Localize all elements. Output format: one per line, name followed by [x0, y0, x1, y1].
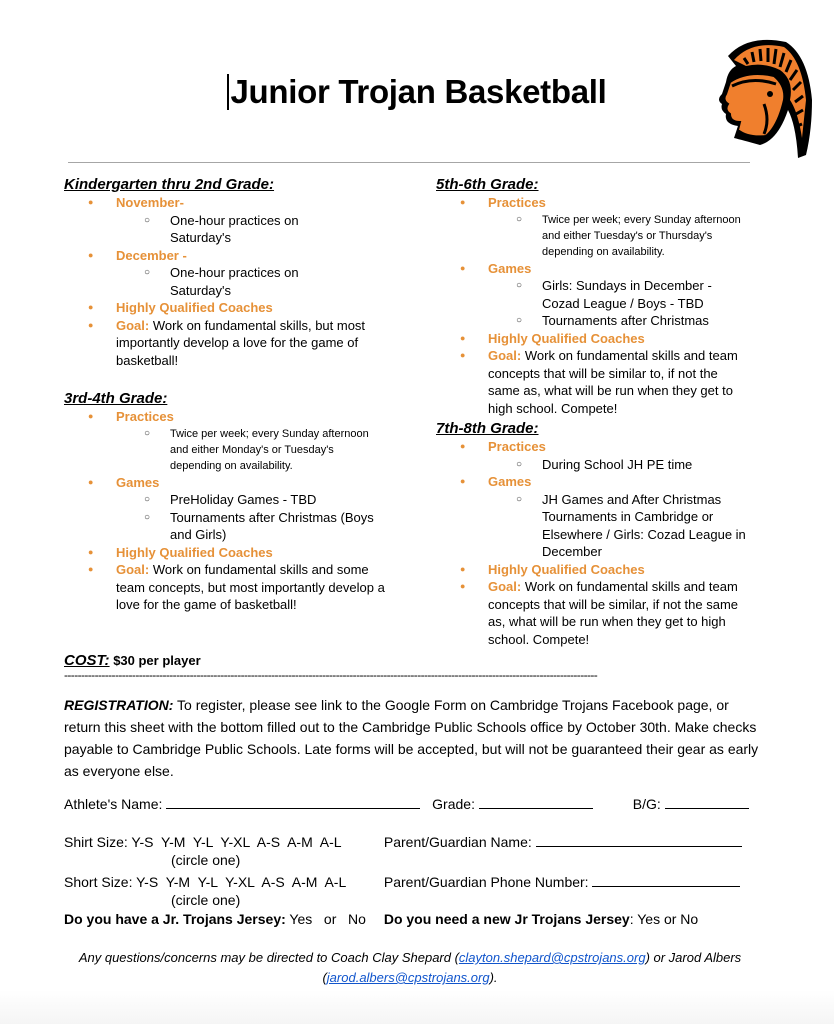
list-item: ● Highly Qualified Coaches — [64, 544, 404, 562]
shirt-size-options[interactable]: Shirt Size: Y-S Y-M Y-L Y-XL A-S A-M A-L — [64, 834, 342, 850]
sub-list-item: ○ PreHoliday Games - TBD — [64, 491, 380, 509]
athlete-name-field[interactable] — [166, 796, 420, 809]
list-item-goal: ● Goal: Work on fundamental skills and some team concepts, but most importantly develop a love for the game of basketball! — [64, 561, 391, 614]
section-heading: Kindergarten thru 2nd Grade: — [64, 176, 275, 193]
boy-girl-field[interactable] — [665, 796, 749, 809]
shirt-size-row: Shirt Size: Y-S Y-M Y-L Y-XL A-S A-M A-L Parent/Guardian Name: — [64, 834, 742, 850]
grade-field[interactable] — [479, 796, 593, 809]
sub-list-item: ○ One-hour practices on Saturday's — [64, 212, 320, 247]
section-3rd-4th — [64, 389, 404, 614]
short-size-options[interactable]: Short Size: Y-S Y-M Y-L Y-XL A-S A-M A-L — [64, 874, 347, 890]
contact-footer: Any questions/concerns may be directed to Coach Clay Shepard (clayton.shepard@cpstrojans.org) or Jarod Albers (jarod.albers@cpstrojans.org). — [78, 950, 742, 985]
list-item: ● Highly Qualified Coaches — [436, 561, 776, 579]
list-item-goal: ● Goal: Work on fundamental skills, but most importantly develop a love for the game of basketball! — [64, 317, 384, 370]
section-heading: 7th-8th Grade: — [436, 420, 539, 437]
list-item: ● Practices — [436, 438, 776, 456]
sub-list-item: ○ One-hour practices on Saturday's — [64, 264, 320, 299]
section-7th-8th — [436, 419, 776, 648]
circle-one-note: (circle one) — [171, 892, 241, 908]
list-item: ● December - — [64, 247, 404, 265]
parent-phone-field[interactable] — [592, 874, 740, 887]
section-5th-6th — [436, 175, 776, 417]
section-k2 — [64, 175, 404, 369]
sub-list-item: ○ Tournaments after Christmas (Boys and Girls) — [64, 509, 380, 544]
cost-line: COST: $30 per player — [64, 652, 201, 669]
sub-list-item: ○ Tournaments after Christmas — [436, 312, 752, 330]
trojan-helmet-logo-icon — [708, 30, 814, 160]
list-item: ● Practices — [64, 408, 404, 426]
sub-list-item: ○ Twice per week; every Sunday afternoon and either Monday's or Tuesday's depending on availability. — [64, 426, 370, 474]
need-jersey-options[interactable]: : Yes or No — [629, 911, 699, 927]
cut-line-separator: ------------------------------------------------------------------------------------------------------------------------------------------------------------- — [64, 668, 598, 682]
horizontal-rule — [68, 162, 750, 163]
page-title: Junior Trojan Basketball — [0, 73, 834, 111]
section-heading: 5th-6th Grade: — [436, 176, 539, 193]
parent-name-field[interactable] — [536, 834, 742, 847]
registration-paragraph: REGISTRATION: To register, please see link to the Google Form on Cambridge Trojans Facebook page, or return this sheet with the bottom filled out to the Cambridge Public Schools office by October 30th. Make checks payable to Cambridge Public Schools. Late forms will be accepted, but will not be guaranteed their gear as early as everyone else. — [64, 697, 759, 779]
short-size-row: Short Size: Y-S Y-M Y-L Y-XL A-S A-M A-L Parent/Guardian Phone Number: — [64, 874, 740, 890]
list-item-goal: ● Goal: Work on fundamental skills and team concepts that will be similar to, if not the same as, what will be run when they get to high school. Compete! — [436, 347, 750, 417]
sub-list-item: ○ Girls: Sundays in December - Cozad League / Boys - TBD — [436, 277, 742, 312]
email-link-jarod[interactable]: jarod.albers@cpstrojans.org — [326, 970, 490, 985]
sub-list-item: ○ During School JH PE time — [436, 456, 762, 474]
sub-list-item: ○ JH Games and After Christmas Tournaments in Cambridge or Elsewhere / Girls: Cozad League in December — [436, 491, 760, 561]
list-item-goal: ● Goal: Work on fundamental skills and team concepts that will be similar, if not the same as, what will be run when they get to high school. Compete! — [436, 578, 758, 648]
list-item: ● Highly Qualified Coaches — [436, 330, 776, 348]
email-link-clayton[interactable]: clayton.shepard@cpstrojans.org — [458, 950, 646, 965]
section-heading: 3rd-4th Grade: — [64, 390, 168, 407]
circle-one-note: (circle one) — [171, 852, 241, 868]
athlete-row: Athlete's Name: Grade: B/G: — [64, 796, 749, 812]
list-item: ● Highly Qualified Coaches — [64, 299, 404, 317]
list-item: ● November- — [64, 194, 404, 212]
have-jersey-options[interactable]: Yes or No — [289, 911, 366, 927]
list-item: ● Games — [64, 474, 404, 492]
sub-list-item: ○ Twice per week; every Sunday afternoon and either Tuesday's or Thursday's depending on availability. — [436, 212, 742, 260]
list-item: ● Games — [436, 473, 776, 491]
list-item: ● Games — [436, 260, 776, 278]
jersey-row: Do you have a Jr. Trojans Jersey: Yes or No Do you need a new Jr Trojans Jersey: Yes or No — [64, 911, 699, 927]
list-item: ● Practices — [436, 194, 776, 212]
